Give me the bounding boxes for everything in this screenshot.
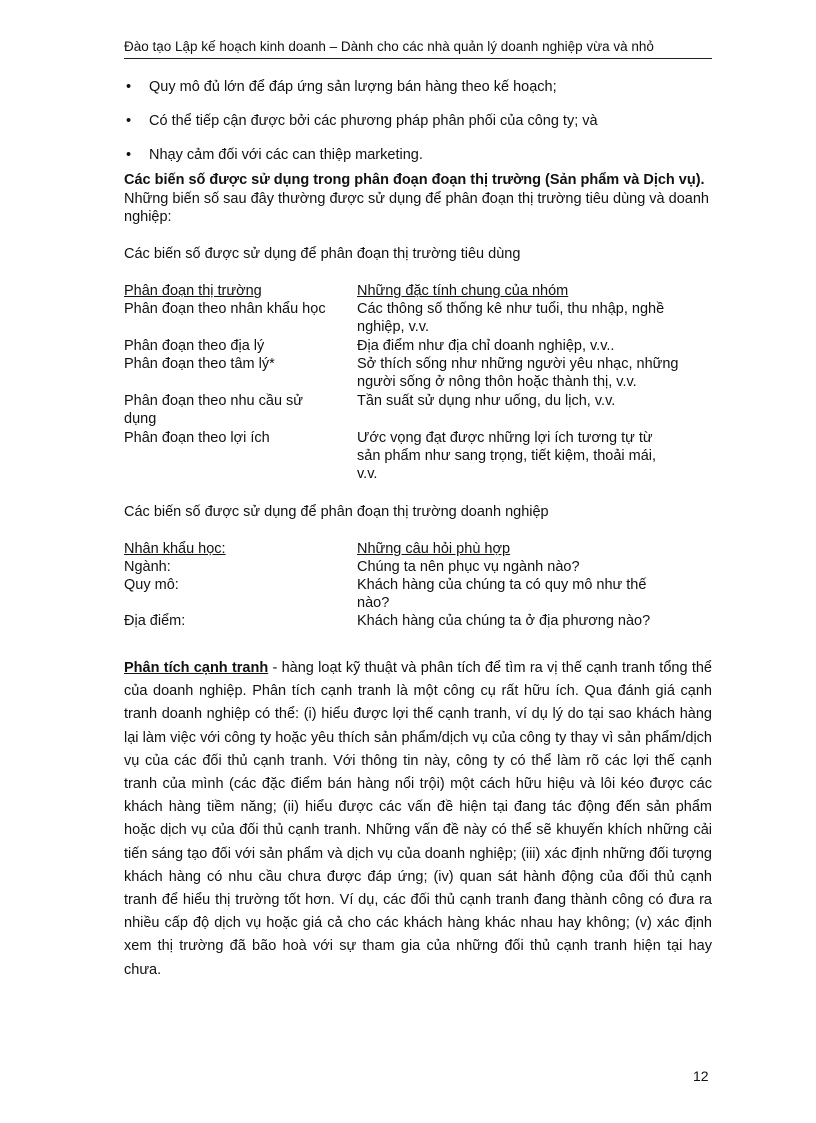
description-cell: Chúng ta nên phục vụ ngành nào? xyxy=(357,559,580,575)
bullet-list xyxy=(124,78,714,180)
description-cell: Các thông số thống kê như tuổi, thu nhập, nghề nghiệp, v.v. xyxy=(357,301,665,335)
competition-term: Phân tích cạnh tranh xyxy=(124,660,269,676)
segment-cell: Phân đoạn theo nhu cầu sử dụng xyxy=(124,393,304,427)
segment-cell: Ngành: xyxy=(124,559,171,575)
page-header: Đào tạo Lập kế hoạch kinh doanh – Dành cho các nhà quản lý doanh nghiệp vừa và nhỏ xyxy=(124,38,712,59)
bullet-item xyxy=(124,112,714,130)
bullet-text: Có thể tiếp cận được bởi các phương pháp phân phối của công ty; và xyxy=(149,113,598,129)
variables-heading: Các biến số được sử dụng trong phân đoạn đoạn thị trường (Sản phẩm và Dịch vụ). xyxy=(124,172,705,188)
business-col1-header: Nhân khẩu học: xyxy=(124,541,226,557)
segment-cell: Phân đoạn theo nhân khẩu học xyxy=(124,301,326,317)
segment-cell: Phân đoạn theo tâm lý* xyxy=(124,356,275,372)
description-cell: Khách hàng của chúng ta ở địa phương nào? xyxy=(357,613,651,629)
segment-cell: Địa điểm: xyxy=(124,613,186,629)
segment-cell: Phân đoạn theo địa lý xyxy=(124,338,265,354)
consumer-col1-header: Phân đoạn thị trường xyxy=(124,283,262,299)
description-cell: Khách hàng của chúng ta có quy mô như thế nào? xyxy=(357,577,647,611)
bullet-dot-icon: • xyxy=(126,147,132,163)
bullet-dot-icon: • xyxy=(126,113,132,129)
segment-cell: Quy mô: xyxy=(124,577,179,593)
bullet-item xyxy=(124,78,714,96)
bullet-text: Quy mô đủ lớn để đáp ứng sản lượng bán hàng theo kế hoạch; xyxy=(149,79,557,95)
bullet-text: Nhạy cảm đối với các can thiệp marketing. xyxy=(149,147,423,163)
segment-cell: Phân đoạn theo lợi ích xyxy=(124,430,270,446)
description-cell: Sở thích sống như những người yêu nhạc, những người sống ở nông thôn hoặc thành thị, v.v. xyxy=(357,356,679,390)
variables-paragraph xyxy=(124,171,712,227)
consumer-col2-header: Những đặc tính chung của nhóm xyxy=(357,283,569,299)
variables-intro: Những biến số sau đây thường được sử dụng để phân đoạn thị trường tiêu dùng và doanh nghiệp: xyxy=(124,190,709,226)
competition-paragraph xyxy=(124,657,712,982)
consumer-table-title: Các biến số được sử dụng để phân đoạn thị trường tiêu dùng xyxy=(124,246,521,262)
page-number: 12 xyxy=(693,1068,709,1084)
competition-body: - hàng loạt kỹ thuật và phân tích để tìm ra vị thế cạnh tranh tổng thể của doanh nghiệp. Phân tích cạnh tranh là một công cụ rất hữu ích. Qua đánh giá cạnh tranh doanh nghiệp có thể: (i) hiểu được lợi thế cạnh tranh, ví dụ lý do tại sao khách hàng lại làm việc với công ty hoặc yêu thích sản phẩm/dịch vụ của công ty thay vì sản phẩm/dịch vụ của các đối thủ cạnh tranh. Với thông tin này, công ty có thể làm rõ các lợi thế cạnh tranh của mình (các đặc điểm bán hàng nổi trội) một cách hữu hiệu và lôi kéo được các khách hàng tiềm năng; (ii) hiểu được các vấn đề hiện tại đang tác động đến sản phẩm hoặc dịch vụ của đối thủ cạnh tranh. Những vấn đề này có thể sẽ khuyến khích những cải tiến sáng tạo đối với sản phẩm và dịch vụ của doanh nghiệp; (iii) xác định những đối tượng khách hàng có nhu cầu chưa được đáp ứng; (iv) quan sát hành động của đối thủ cạnh tranh để hiểu thị trường tốt hơn. Ví dụ, các đối thủ cạnh tranh đang thành công có đưa ra nhiều cấp độ dịch vụ hoặc giá cả cho các khách hàng khác nhau hay không; (v) xác định xem thị trường đã bão hoà với sự tham gia của những đối thủ cạnh tranh hiện tại hay chưa. xyxy=(124,660,712,978)
description-cell: Ước vọng đạt được những lợi ích tương tự từ sản phẩm như sang trọng, tiết kiệm, thoải mái, v.v. xyxy=(357,430,657,482)
business-col2-header: Những câu hỏi phù hợp xyxy=(357,541,511,557)
bullet-dot-icon: • xyxy=(126,79,132,95)
bullet-item xyxy=(124,146,714,164)
business-table-title: Các biến số được sử dụng để phân đoạn thị trường doanh nghiệp xyxy=(124,504,549,520)
description-cell: Tần suất sử dụng như uống, du lịch, v.v. xyxy=(357,393,616,409)
description-cell: Địa điểm như địa chỉ doanh nghiệp, v.v.. xyxy=(357,338,615,354)
